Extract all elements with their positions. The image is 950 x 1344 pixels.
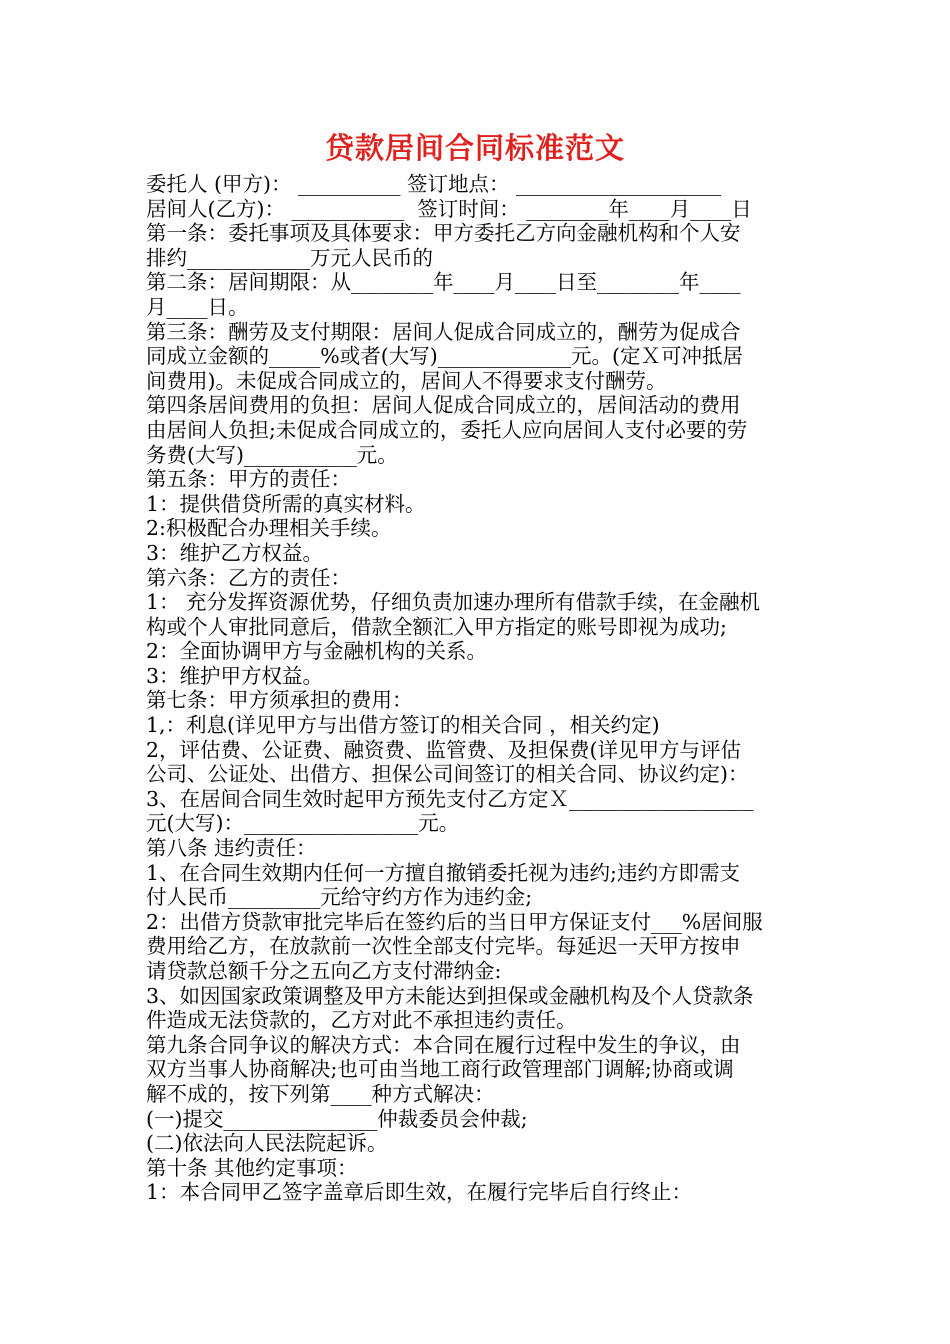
- text-line: 1,：利息(详见甲方与出借方签订的相关合同 ，相关约定): [146, 713, 660, 738]
- text-line: 构或个人审批同意后，借款全额汇入甲方指定的账号即视为成功;: [146, 614, 727, 639]
- text-line: 2：全面协调甲方与金融机构的关系。: [146, 639, 488, 664]
- text-line: 1：提供借贷所需的真实材料。: [146, 491, 426, 516]
- document-body: [146, 172, 816, 1205]
- document-title: 贷款居间合同标准范文: [324, 131, 625, 165]
- text-line: 由居间人负担;未促成合同成立的，委托人应向居间人支付必要的劳: [146, 417, 748, 442]
- text-line: (一)提交_______________仲裁委员会仲裁;: [146, 1106, 528, 1131]
- text-line: 1、在合同生效期内任何一方擅自撤销委托视为违约;违约方即需支: [146, 860, 740, 885]
- text-line: 第六条：乙方的责任：: [146, 565, 351, 590]
- text-line: 排约____________万元人民币的: [146, 245, 433, 270]
- text-line: 第一条：委托事项及具体要求：甲方委托乙方向金融机构和个人安: [146, 221, 741, 246]
- text-line: 2:积极配合办理相关手续。: [146, 516, 392, 541]
- text-line: 付人民币_________元给守约方作为违约金;: [146, 885, 533, 910]
- text-line: 委托人 (甲方)： __________ 签订地点： ____________________: [146, 172, 722, 196]
- text-line: 居间人(乙方)： ___________ 签订时间： ________年____月____日: [146, 196, 752, 221]
- text-line: 同成立金额的_____%或者(大写)_____________元。(定Ｘ可冲抵居: [146, 344, 743, 369]
- text-line: 第二条：居间期限：从________年____月____日至________年____: [146, 270, 741, 295]
- text-line: 公司、公证处、出借方、担保公司间签订的相关合同、协议约定)：: [146, 762, 749, 787]
- text-line: 1： 充分发挥资源优势，仔细负责加速办理所有借款手续，在金融机: [146, 590, 761, 615]
- text-line: 2，评估费、公证费、融资费、监管费、及担保费(详见甲方与评估: [146, 737, 742, 762]
- text-line: 解不成的，按下列第____种方式解决：: [146, 1081, 495, 1106]
- text-line: 第八条 违约责任：: [146, 836, 317, 861]
- text-line: 第四条居间费用的负担：居间人促成合同成立的，居间活动的费用: [146, 393, 741, 418]
- text-line: 3、在居间合同生效时起甲方预先支付乙方定Ｘ__________________: [146, 786, 754, 811]
- text-line: 第九条合同争议的解决方式：本合同在履行过程中发生的争议，由: [146, 1032, 741, 1057]
- text-line: 3、如因国家政策调整及甲方未能达到担保或金融机构及个人贷款条: [146, 983, 754, 1008]
- text-line: 双方当事人协商解决;也可由当地工商行政管理部门调解;协商或调: [146, 1057, 734, 1082]
- text-line: 3：维护乙方权益。: [146, 540, 324, 565]
- text-line: (二)依法向人民法院起诉。: [146, 1131, 388, 1156]
- text-line: 间费用)。未促成合同成立的，居间人不得要求支付酬劳。: [146, 368, 667, 393]
- text-line: 第七条：甲方须承担的费用：: [146, 688, 413, 713]
- text-line: 元(大写)：_________________元。: [146, 811, 460, 836]
- text-line: 3：维护甲方权益。: [146, 663, 324, 688]
- text-line: 1：本合同甲乙签字盖章后即生效，在履行完毕后自行终止：: [146, 1180, 693, 1205]
- text-line: 第十条 其他约定事项：: [146, 1155, 358, 1180]
- text-line: 务费(大写)___________元。: [146, 442, 398, 467]
- text-line: 费用给乙方，在放款前一次性全部支付完毕。每延迟一天甲方按申: [146, 934, 741, 959]
- text-line: 请贷款总额千分之五向乙方支付滞纳金:: [146, 959, 502, 983]
- text-line: 2：出借方贷款审批完毕后在签约后的当日甲方保证支付___%居间服: [146, 909, 763, 934]
- text-line: 第三条：酬劳及支付期限：居间人促成合同成立的，酬劳为促成合: [146, 319, 741, 344]
- text-line: 月____日。: [146, 294, 249, 319]
- text-line: 第五条：甲方的责任：: [146, 467, 351, 492]
- text-line: 件造成无法贷款的，乙方对此不承担违约责任。: [146, 1008, 577, 1033]
